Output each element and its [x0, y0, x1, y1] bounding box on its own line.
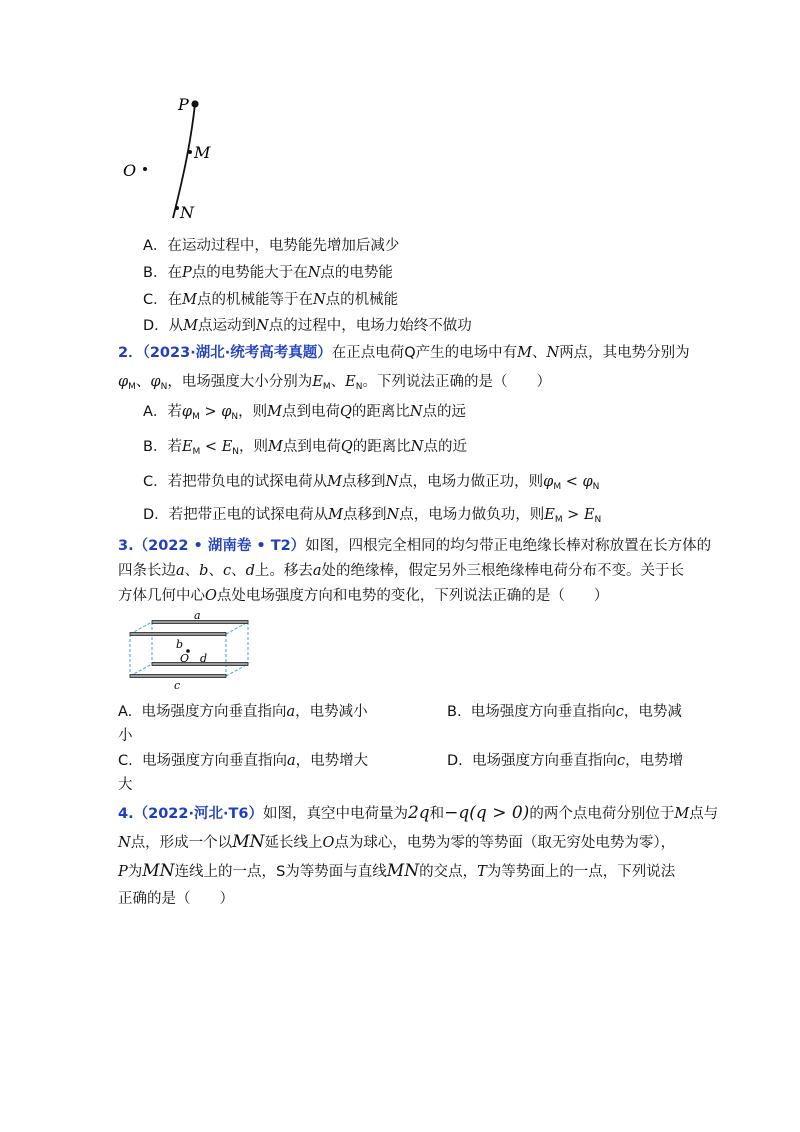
q4-stem-line2: N点，形成一个以MN延长线上O点为球心，电势为零的等势面（取无穷处电势为零），: [118, 832, 676, 852]
label-o: O: [180, 652, 190, 665]
label-o: O: [123, 161, 137, 180]
q2-stem-line2: $\varphi_M$、$\varphi_N$，电场强度大小分别为$E_M$、$E_N$。下列说法正确的是（ ）: [118, 374, 551, 392]
point-m: [188, 150, 192, 154]
q4-stem-line3: P为MN连线上的一点，S为等势面与直线MN的交点，T为等势面上的一点，下列说法: [118, 861, 676, 881]
q3-option-b-wrap: 小: [118, 728, 133, 744]
q4-stem-line4: 正确的是（ ）: [118, 891, 234, 907]
q3-option-c: C. 电场强度方向垂直指向a，电势增大: [118, 753, 369, 769]
q3-option-a: A. 电场强度方向垂直指向a，电势减小: [118, 704, 368, 720]
label-a: a: [194, 612, 201, 622]
q3-option-b: B. 电场强度方向垂直指向c，电势减: [447, 704, 682, 720]
label-c: c: [174, 679, 181, 692]
q1-option-b: B．在P点的电势能大于在N点的电势能: [143, 265, 393, 281]
q2-option-d: D．若把带正电的试探电荷从M点移到N点，电场力做负功，则$E_M > E_N$: [143, 507, 602, 525]
q2-option-a: A．若$\varphi_M > \varphi_N$，则M点到电荷Q的距离比N点的远: [143, 404, 467, 422]
rod-c: [130, 675, 226, 678]
q3-option-d: D. 电场强度方向垂直指向c，电势增: [447, 753, 684, 769]
trajectory-figure: [115, 90, 225, 225]
label-b: b: [176, 638, 184, 651]
q3-stem-line3: 方体几何中心O点处电场强度方向和电势的变化，下列说法正确的是（ ）: [118, 588, 609, 604]
point-o: [143, 167, 147, 171]
q1-option-c: C．在M点的机械能等于在N点的机械能: [143, 292, 399, 308]
q3-stem-line1: 3.（2022 • 湖南卷 • T2）如图，四根完全相同的均匀带正电绝缘长棒对称放置在长方体的: [118, 538, 712, 554]
q1-option-d: D．从M点运动到N点的过程中，电场力始终不做功: [143, 318, 472, 334]
q3-option-d-wrap: 大: [118, 777, 133, 793]
label-d: d: [200, 652, 208, 665]
label-m: M: [194, 143, 211, 162]
trajectory-curve: [173, 104, 195, 218]
label-n: N: [180, 203, 194, 222]
point-p: [191, 100, 198, 107]
q1-option-a: A．在运动过程中，电势能先增加后减少: [143, 238, 400, 254]
rod-d: [130, 633, 226, 636]
label-p: P: [178, 95, 189, 114]
q3-stem-line2: 四条长边a、b、c、d上。移去a处的绝缘棒，假定另外三根绝缘棒电荷分布不变。关于长: [118, 563, 685, 579]
q4-stem-line1: 4.（2022·河北·T6）如图，真空中电荷量为2q和−q(q > 0)的两个点电荷分别位于M点与: [118, 803, 719, 823]
point-n: [175, 206, 179, 210]
q2-option-c: C．若把带负电的试探电荷从M点移到N点，电场力做正功，则$\varphi_M < \varphi_N$: [143, 474, 600, 492]
q2-stem-line1: 2．（2023·湖北·统考高考真题）在正点电荷Q产生的电场中有M、N两点，其电势分别为: [118, 345, 690, 361]
q2-option-b: B．若$E_M < E_N$，则M点到电荷Q的距离比N点的近: [143, 439, 467, 457]
cuboid-figure: [120, 612, 260, 692]
